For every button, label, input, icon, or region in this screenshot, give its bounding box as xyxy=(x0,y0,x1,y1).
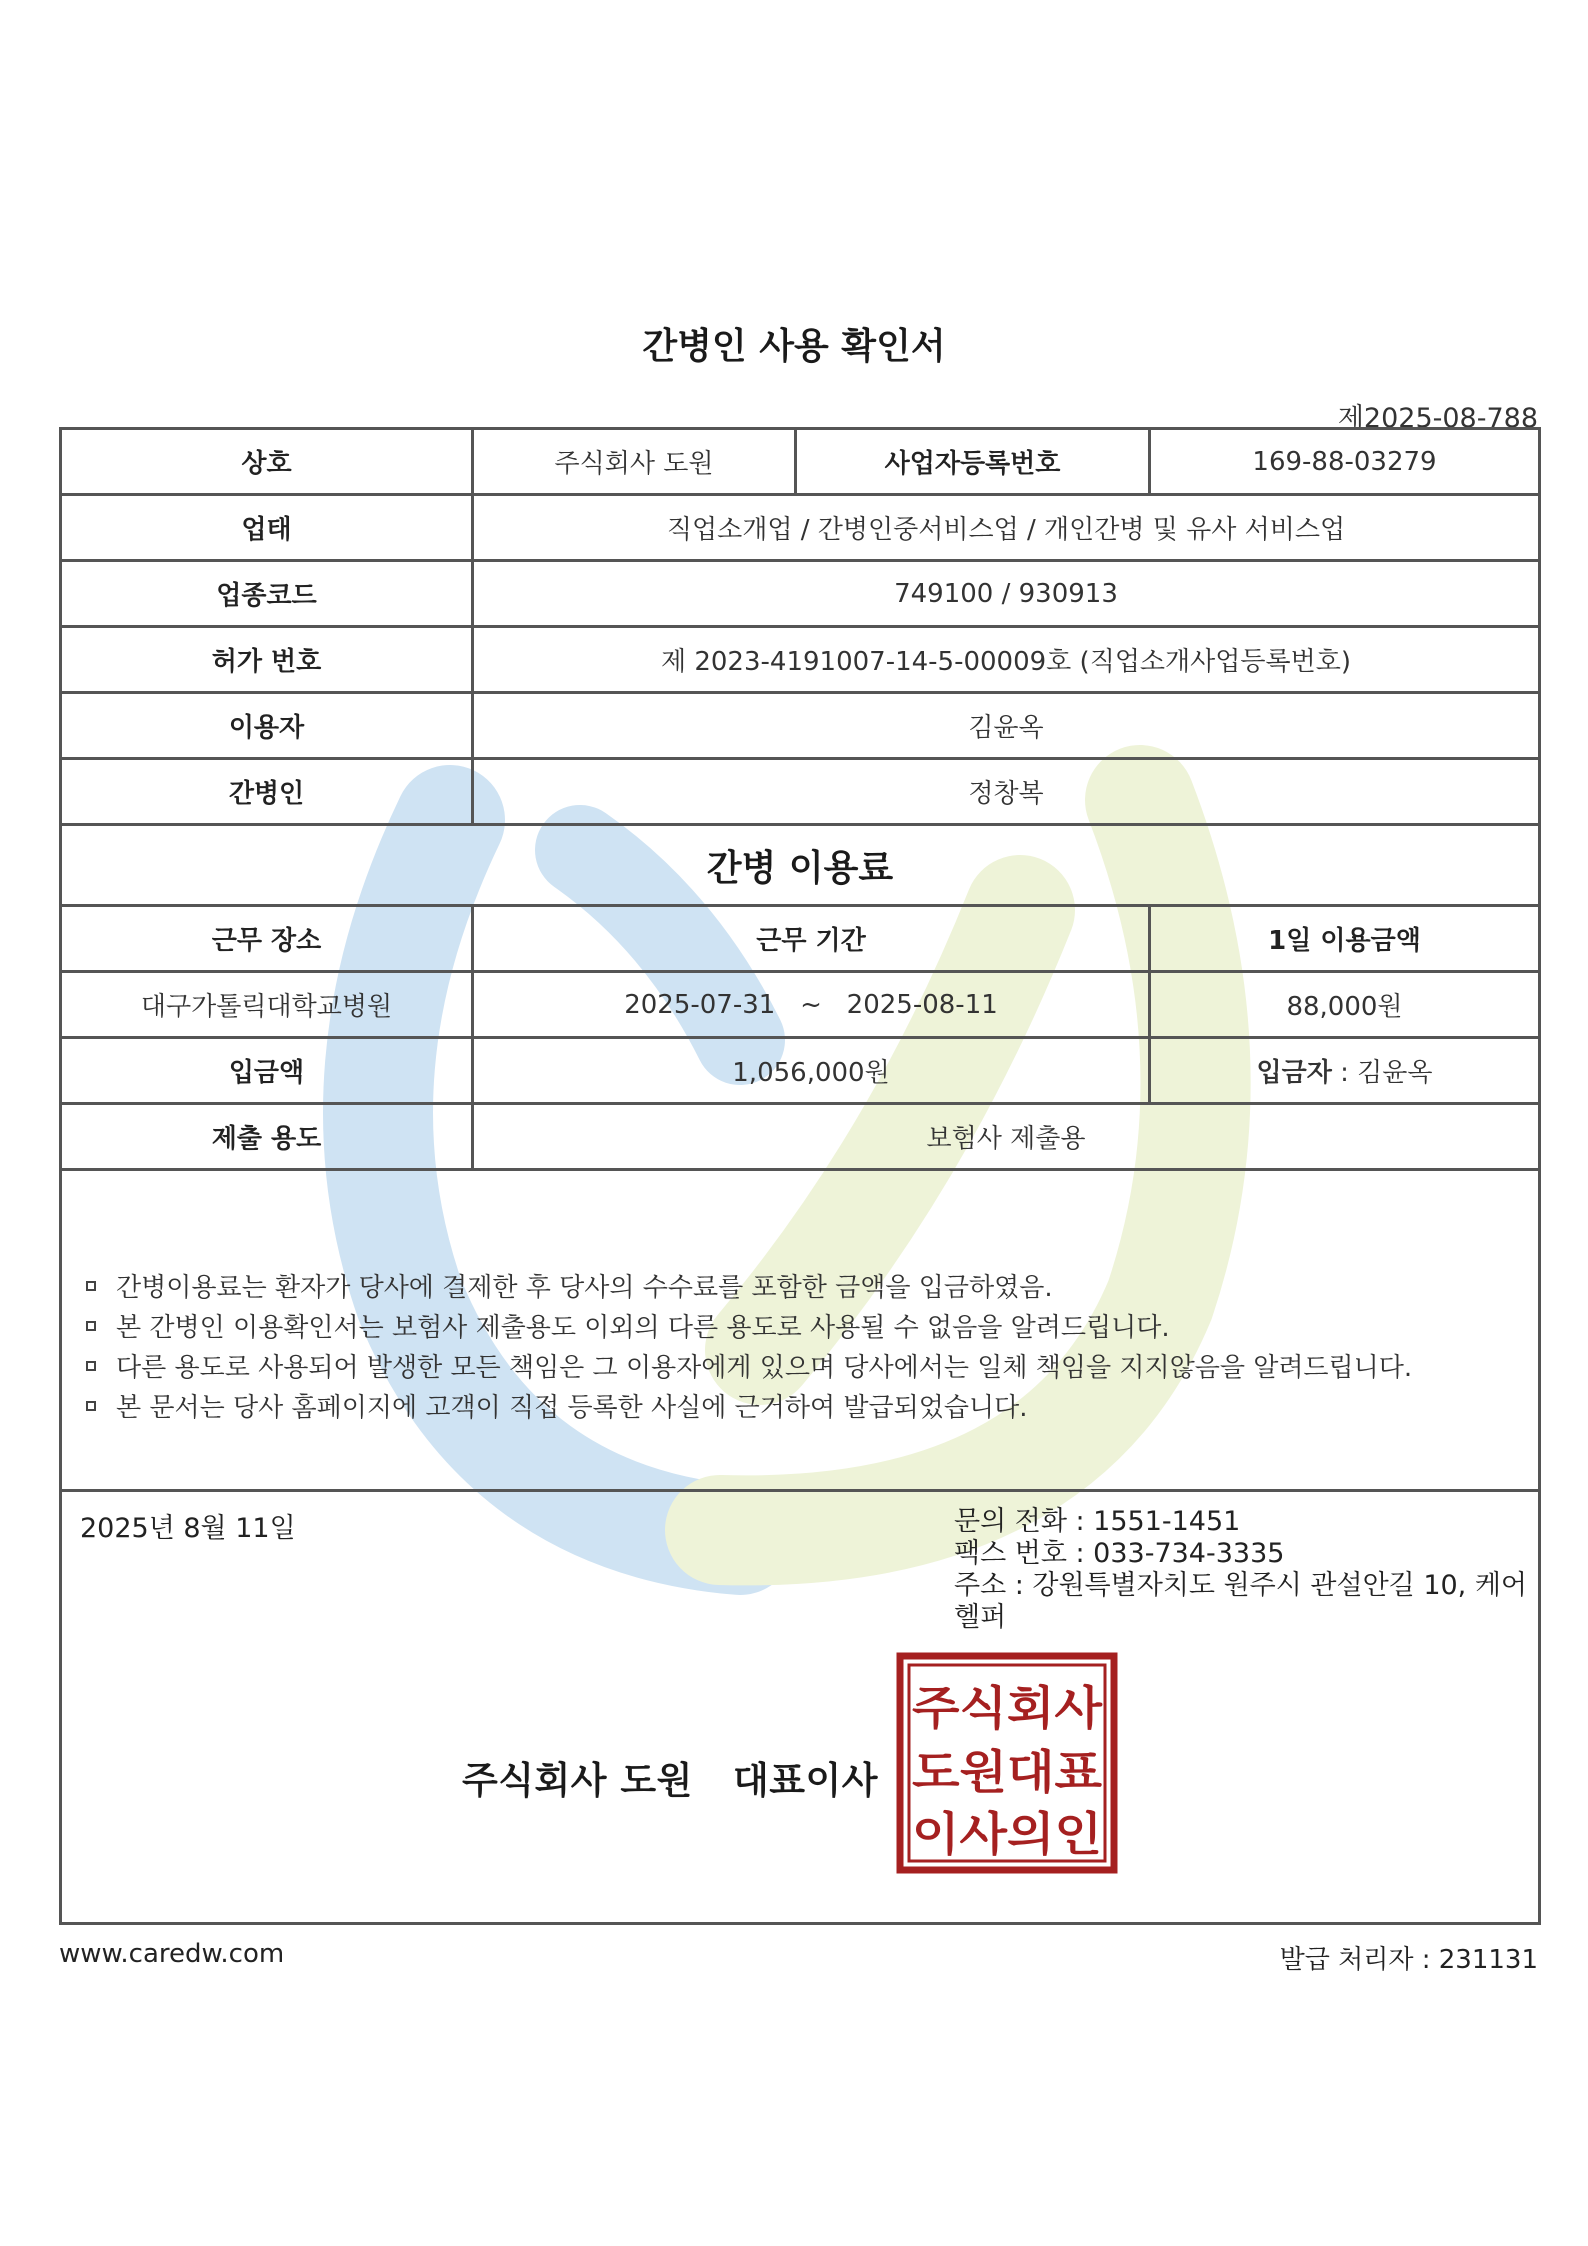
business-type-value: 직업소개업 / 간병인중서비스업 / 개인간병 및 유사 서비스업 xyxy=(473,495,1540,561)
signer-name: 주식회사 도원 대표이사 xyxy=(462,1759,878,1802)
fee-section-row xyxy=(61,825,1540,906)
license-value: 제 2023-4191007-14-5-00009호 (직업소개사업등록번호) xyxy=(473,627,1540,693)
seal-line-2: 도원대표 xyxy=(912,1745,1103,1799)
note-item: 본 간병인 이용확인서는 보험사 제출용도 이외의 다른 용도로 사용될 수 없음을 알려드립니다. xyxy=(86,1308,1562,1348)
signature-row xyxy=(61,1491,1540,1924)
caregiver-value: 정창복 xyxy=(473,759,1540,825)
note-item: 간병이용료는 환자가 당사에 결제한 후 당사의 수수료를 포함한 금액을 입금하였음. xyxy=(86,1268,1562,1308)
caregiver-row xyxy=(61,759,1540,825)
workplace-label: 근무 장소 xyxy=(61,906,473,972)
seal-line-3: 이사의인 xyxy=(912,1807,1102,1861)
deposit-row xyxy=(61,1038,1540,1104)
industry-code-label: 업종코드 xyxy=(61,561,473,627)
seal-line-1: 주식회사 xyxy=(912,1681,1103,1735)
biz-reg-label: 사업자등록번호 xyxy=(796,429,1150,495)
footer-website: www.caredw.com xyxy=(59,1939,285,1969)
industry-code-row xyxy=(61,561,1540,627)
issue-date: 2025년 8월 11일 xyxy=(80,1513,296,1544)
fee-section-title: 간병 이용료 xyxy=(61,825,1540,906)
purpose-row xyxy=(61,1104,1540,1170)
note-item: 본 문서는 당사 홈페이지에 고객이 직접 등록한 사실에 근거하여 발급되었습니다. xyxy=(86,1388,1562,1428)
fee-header-row xyxy=(61,906,1540,972)
deposit-value: 1,056,000원 xyxy=(473,1038,1150,1104)
square-bullet-icon xyxy=(86,1401,96,1411)
license-row xyxy=(61,627,1540,693)
signature-cell xyxy=(61,1491,1540,1924)
daily-fee-label: 1일 이용금액 xyxy=(1150,906,1540,972)
company-label: 상호 xyxy=(61,429,473,495)
period-label: 근무 기간 xyxy=(473,906,1150,972)
fee-value-row xyxy=(61,972,1540,1038)
contact-phone: 문의 전화 : 1551-1451 xyxy=(954,1506,1241,1537)
business-type-row xyxy=(61,495,1540,561)
period-value: 2025-07-31 ~ 2025-08-11 xyxy=(473,972,1150,1038)
confirmation-table xyxy=(59,427,1541,1925)
note-item: 다른 용도로 사용되어 발생한 모든 책임은 그 이용자에게 있으며 당사에서는 일체 책임을 지지않음을 알려드립니다. xyxy=(86,1348,1562,1388)
depositor-value: : 김윤옥 xyxy=(1331,1058,1433,1088)
contact-block xyxy=(954,1506,1538,1634)
license-label: 허가 번호 xyxy=(61,627,473,693)
daily-fee-value: 88,000원 xyxy=(1150,972,1540,1038)
notes-row xyxy=(61,1170,1540,1491)
company-value: 주식회사 도원 xyxy=(473,429,796,495)
business-type-label: 업태 xyxy=(61,495,473,561)
contact-fax: 팩스 번호 : 033-734-3335 xyxy=(954,1538,1285,1569)
company-seal-stamp xyxy=(896,1652,1118,1874)
workplace-value: 대구가톨릭대학교병원 xyxy=(61,972,473,1038)
industry-code-value: 749100 / 930913 xyxy=(473,561,1540,627)
notes-cell xyxy=(61,1170,1540,1491)
square-bullet-icon xyxy=(86,1361,96,1371)
contact-address: 주소 : 강원특별자치도 원주시 관설안길 10, 케어헬퍼 xyxy=(954,1570,1528,1633)
depositor-label: 입금자 xyxy=(1256,1058,1332,1088)
notes-list xyxy=(86,1268,1562,1428)
purpose-label: 제출 용도 xyxy=(61,1104,473,1170)
footer-issuer: 발급 처리자 : 231131 xyxy=(1279,1945,1538,1975)
purpose-value: 보험사 제출용 xyxy=(473,1104,1540,1170)
square-bullet-icon xyxy=(86,1321,96,1331)
user-value: 김윤옥 xyxy=(473,693,1540,759)
caregiver-label: 간병인 xyxy=(61,759,473,825)
document-number: 제2025-08-788 xyxy=(1337,403,1538,434)
user-row xyxy=(61,693,1540,759)
document-title: 간병인 사용 확인서 xyxy=(642,326,946,367)
depositor-cell xyxy=(1150,1038,1540,1104)
deposit-label: 입금액 xyxy=(61,1038,473,1104)
user-label: 이용자 xyxy=(61,693,473,759)
company-row xyxy=(61,429,1540,495)
square-bullet-icon xyxy=(86,1281,96,1291)
biz-reg-value: 169-88-03279 xyxy=(1150,429,1540,495)
